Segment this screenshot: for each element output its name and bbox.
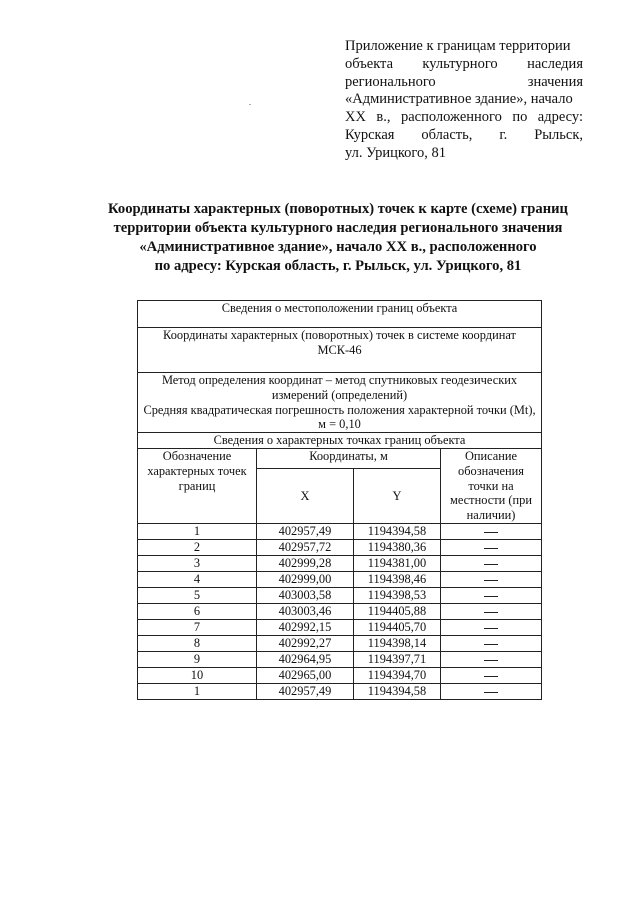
dash-mark: [484, 660, 498, 661]
description-cell: [441, 635, 542, 651]
x-coordinate-cell: 402992,27: [257, 635, 354, 651]
x-coordinate-cell: 402992,15: [257, 619, 354, 635]
description-cell: [441, 667, 542, 683]
point-id-cell: 9: [138, 651, 257, 667]
x-coordinate-cell: 402964,95: [257, 651, 354, 667]
scan-speck: [249, 104, 251, 105]
accuracy-text: Средняя квадратическая погрешность положения характерной точки (Mt), м = 0,10: [143, 402, 536, 432]
x-coordinate-cell: 402999,00: [257, 571, 354, 587]
y-coordinate-cell: 1194381,00: [354, 555, 441, 571]
col-header-description: Описание обозначения точки на местности (при наличии): [441, 448, 542, 523]
col-header-y: Y: [354, 468, 441, 523]
title-line-3: «Административное здание», начало XX в., расположенного: [139, 239, 537, 255]
description-cell: [441, 571, 542, 587]
y-coordinate-cell: 1194398,53: [354, 587, 441, 603]
table-row: [138, 683, 542, 699]
dash-mark: [484, 676, 498, 677]
dash-mark: [484, 612, 498, 613]
dash-mark: [484, 644, 498, 645]
x-coordinate-cell: 402965,00: [257, 667, 354, 683]
table-row: [138, 571, 542, 587]
point-id-cell: 3: [138, 555, 257, 571]
annex-line-2: объекта культурного наследия: [345, 55, 583, 72]
col-header-x: X: [257, 468, 354, 523]
description-cell: [441, 523, 542, 539]
coord-system-caption: Координаты характерных (поворотных) точек в системе координат МСК-46: [138, 328, 542, 373]
x-coordinate-cell: 402957,72: [257, 539, 354, 555]
annex-line-5: XX в., расположенного по адресу:: [345, 109, 583, 126]
dash-mark: [484, 692, 498, 693]
points-info-caption: Сведения о характерных точках границ объекта: [138, 433, 542, 449]
annex-line-3: регионального значения: [345, 73, 583, 90]
y-coordinate-cell: 1194394,70: [354, 667, 441, 683]
dash-mark: [484, 532, 498, 533]
point-id-cell: 8: [138, 635, 257, 651]
x-coordinate-cell: 402999,28: [257, 555, 354, 571]
y-coordinate-cell: 1194405,88: [354, 603, 441, 619]
y-coordinate-cell: 1194394,58: [354, 683, 441, 699]
dash-mark: [484, 628, 498, 629]
table-row: [138, 539, 542, 555]
point-id-cell: 4: [138, 571, 257, 587]
dash-mark: [484, 548, 498, 549]
point-id-cell: 1: [138, 683, 257, 699]
y-coordinate-cell: 1194380,36: [354, 539, 441, 555]
description-cell: [441, 539, 542, 555]
document-title: [92, 200, 584, 276]
x-coordinate-cell: 402957,49: [257, 683, 354, 699]
table-row: [138, 619, 542, 635]
x-coordinate-cell: 403003,46: [257, 603, 354, 619]
annex-line-1: Приложение к границам территории: [345, 38, 571, 54]
annex-line-6: Курская область, г. Рыльск,: [345, 126, 583, 143]
title-line-1: Координаты характерных (поворотных) точек к карте (схеме) границ: [108, 201, 568, 217]
point-id-cell: 7: [138, 619, 257, 635]
section-header: Сведения о местоположении границ объекта: [138, 301, 542, 328]
point-id-cell: 6: [138, 603, 257, 619]
col-header-coords: Координаты, м: [257, 448, 441, 468]
table-row: [138, 523, 542, 539]
description-cell: [441, 619, 542, 635]
y-coordinate-cell: 1194397,71: [354, 651, 441, 667]
description-cell: [441, 587, 542, 603]
x-coordinate-cell: 403003,58: [257, 587, 354, 603]
dash-mark: [484, 564, 498, 565]
table-row: [138, 635, 542, 651]
table-row: [138, 603, 542, 619]
y-coordinate-cell: 1194398,14: [354, 635, 441, 651]
description-cell: [441, 683, 542, 699]
y-coordinate-cell: 1194398,46: [354, 571, 441, 587]
annex-line-4: «Административное здание», начало: [345, 91, 573, 108]
description-cell: [441, 603, 542, 619]
dash-mark: [484, 596, 498, 597]
method-text: Метод определения координат – метод спутниковых геодезических измерений (определений): [161, 373, 518, 402]
method-description: [138, 373, 542, 433]
y-coordinate-cell: 1194394,58: [354, 523, 441, 539]
title-line-2: территории объекта культурного наследия регионального значения: [113, 220, 563, 236]
annex-header: [345, 38, 583, 163]
dash-mark: [484, 580, 498, 581]
table-row: [138, 555, 542, 571]
point-id-cell: 1: [138, 523, 257, 539]
description-cell: [441, 555, 542, 571]
col-header-name: Обозначение характерных точек границ: [138, 448, 257, 523]
point-id-cell: 10: [138, 667, 257, 683]
x-coordinate-cell: 402957,49: [257, 523, 354, 539]
table-row: [138, 667, 542, 683]
title-line-4: по адресу: Курская область, г. Рыльск, ул. Урицкого, 81: [154, 258, 522, 274]
description-cell: [441, 651, 542, 667]
point-id-cell: 2: [138, 539, 257, 555]
annex-line-7: ул. Урицкого, 81: [345, 144, 447, 161]
point-id-cell: 5: [138, 587, 257, 603]
table-row: [138, 587, 542, 603]
coordinates-table: [137, 300, 542, 700]
table-row: [138, 651, 542, 667]
y-coordinate-cell: 1194405,70: [354, 619, 441, 635]
